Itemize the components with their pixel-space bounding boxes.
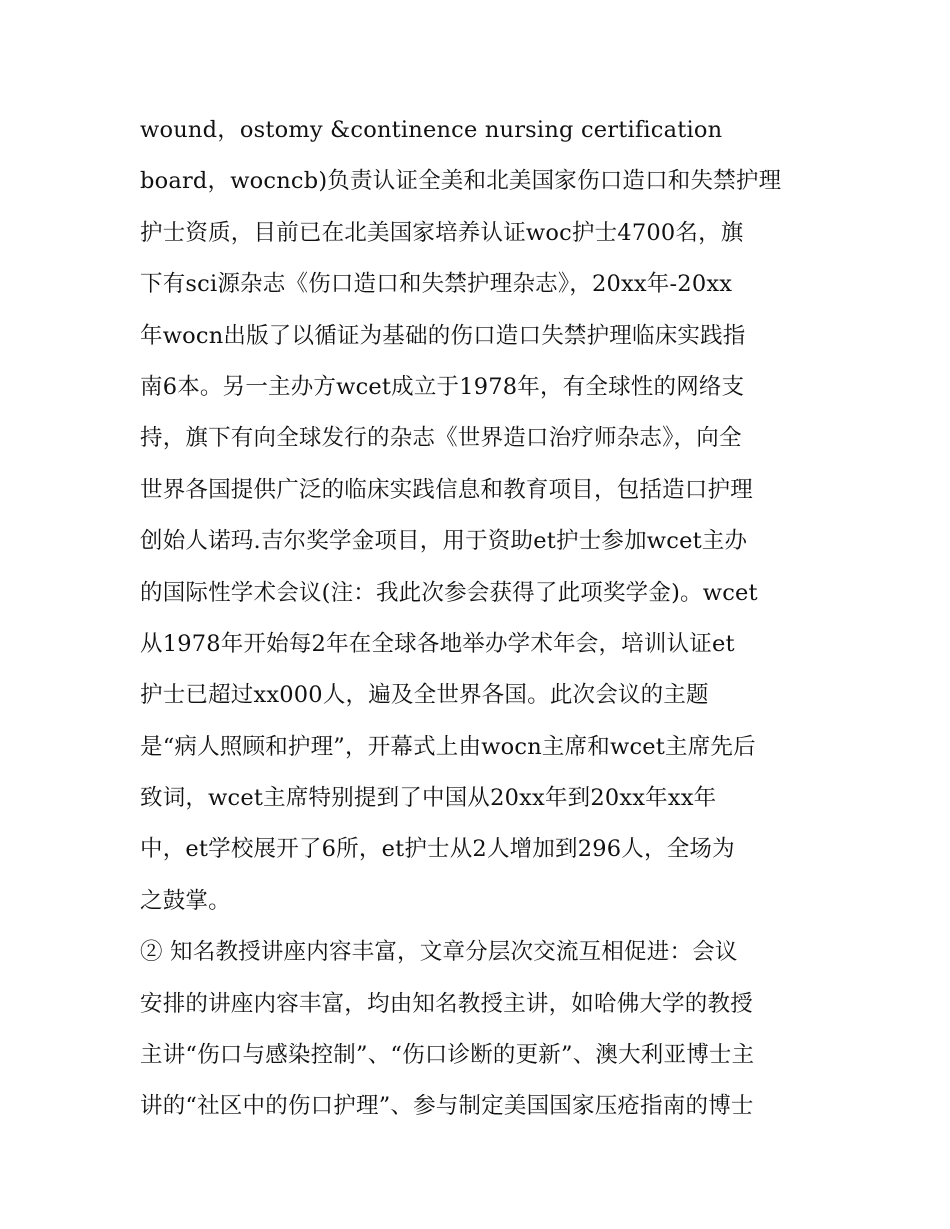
text-line: 南6本。另一主办方wcet成立于1978年，有全球性的网络支: [140, 373, 745, 400]
text-line: 护士资质，目前已在北美国家培养认证woc护士4700名，旗: [140, 219, 744, 246]
text-line: 护士已超过xx000人，遍及全世界各国。此次会议的主题: [140, 682, 709, 709]
text-line: 讲的“社区中的伤口护理”、参与制定美国国家压疮指南的博士: [140, 1093, 754, 1120]
text-line: 下有sci源杂志《伤口造口和失禁护理杂志》，20xx年-20xx: [140, 271, 733, 298]
text-line: 年wocn出版了以循证为基础的伤口造口失禁护理临床实践指: [140, 322, 746, 349]
text-line: 致词，wcet主席特别提到了中国从20xx年到20xx年xx年: [140, 785, 717, 812]
text-line: 世界各国提供广泛的临床实践信息和教育项目，包括造口护理: [140, 476, 753, 503]
text-line: 的国际性学术会议(注：我此次参会获得了此项奖学金)。wcet: [140, 579, 758, 606]
text-line: wound，ostomy &continence nursing certification: [140, 117, 723, 143]
body-text: [140, 112, 830, 1140]
text-line: 主讲“伤口与感染控制”、“伤口诊断的更新”、澳大利亚博士主: [140, 1042, 755, 1069]
text-line: 创始人诺玛.吉尔奖学金项目，用于资助et护士参加wcet主办: [140, 528, 748, 555]
numbered-item-heading-line: ② 知名教授讲座内容丰富，文章分层次交流互相促进：会议: [140, 939, 738, 966]
text-line: board，wocncb)负责认证全美和北美国家伤口造口和失禁护理: [140, 168, 782, 195]
text-line: 是“病人照顾和护理”，开幕式上由wocn主席和wcet主席先后: [140, 733, 756, 760]
text-line: 持，旗下有向全球发行的杂志《世界造口治疗师杂志》，向全: [140, 425, 742, 452]
text-line: 从1978年开始每2年在全球各地举办学术年会，培训认证et: [140, 630, 735, 657]
paragraph-end-line: 之鼓掌。: [140, 887, 231, 914]
text-line: 中，et学校展开了6所，et护士从2人增加到296人，全场为: [140, 836, 735, 863]
text-line: 安排的讲座内容丰富，均由知名教授主讲，如哈佛大学的教授: [140, 990, 753, 1017]
